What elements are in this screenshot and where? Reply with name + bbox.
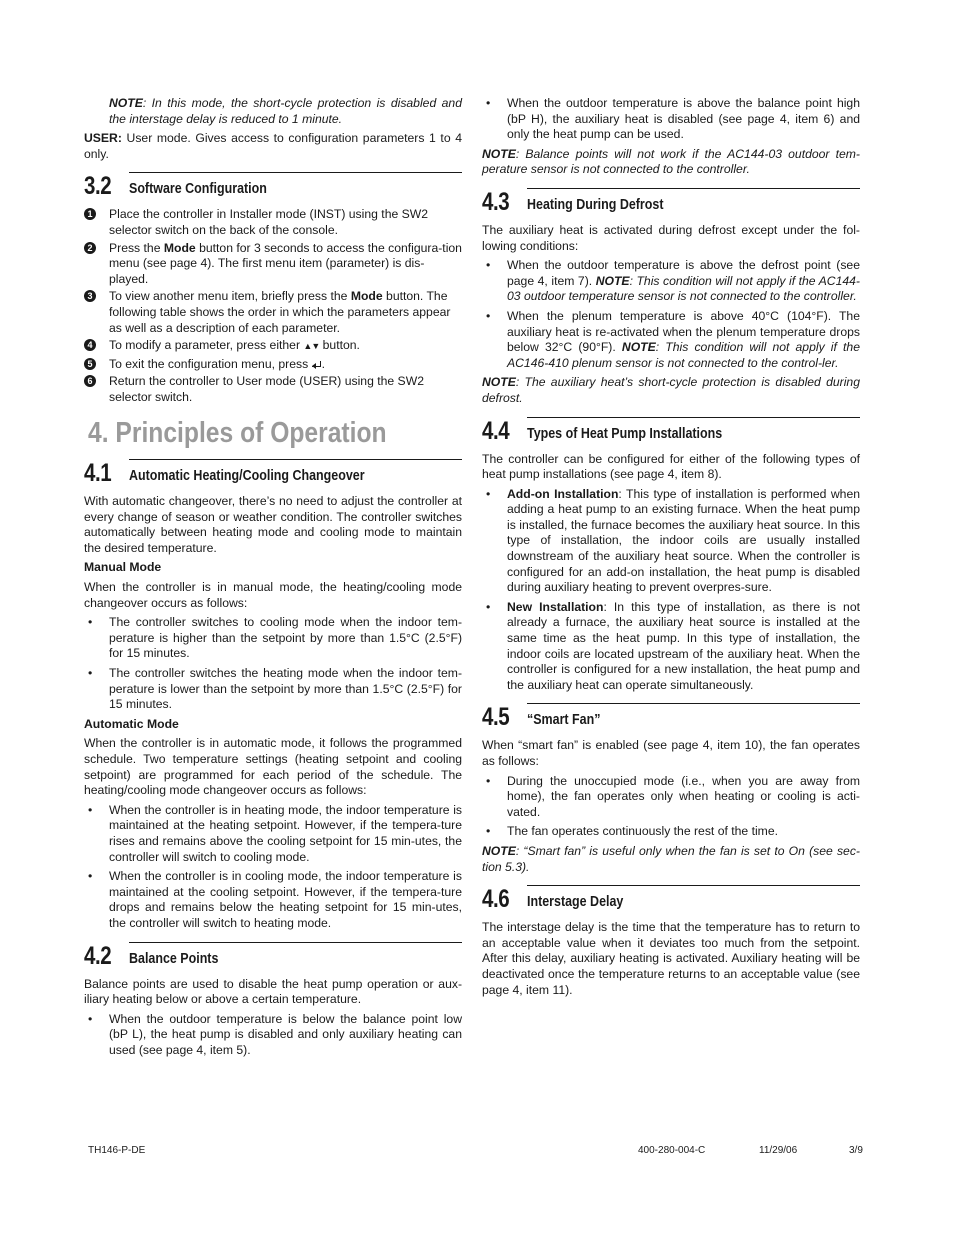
section-4-5-heading: 4.5 “Smart Fan”: [527, 703, 860, 728]
subheading-automatic: Automatic Mode: [84, 716, 179, 731]
list-item: • When the controller is in cooling mode, the indoor temperature is maintained at the cooling setpoint. However, if the tempera-ture drops and remains below the heating setpoint for 15 min-utes, the controller will switch to heating mode.: [84, 869, 462, 931]
list-item: • When the outdoor temperature is above the defrost point (see page 4, item 7). NOTE: This condition will not apply if the AC144-03 outdoor temperature sensor is not connected to the controller.: [482, 258, 860, 305]
auto-list: [84, 803, 462, 932]
paragraph: When the controller is in manual mode, the heating/cooling mode changeover occurs as follows:: [84, 580, 462, 610]
note-smart-fan: NOTE: “Smart fan” is useful only when the fan is set to On (see sec-tion 5.3).: [482, 843, 860, 874]
balance-list-continued: [482, 96, 860, 143]
config-steps: [84, 207, 462, 405]
section-3-2-heading: 3.2 Software Configuration: [129, 172, 462, 197]
note-balance: NOTE: Balance points will not work if the AC144-03 outdoor tem-perature sensor is not connected to the controller.: [482, 146, 860, 177]
step-1: 1 Place the controller in Installer mode (INST) using the SW2 selector switch on the back of the console.: [84, 207, 462, 238]
enter-icon: [312, 361, 322, 369]
manual-list: [84, 615, 462, 713]
smart-fan-list: [482, 774, 860, 840]
note-shortcycle: NOTE: In this mode, the short-cycle protection is disabled and the interstage delay is reduced to 1 minute.: [109, 96, 462, 126]
subheading-manual: Manual Mode: [84, 560, 162, 575]
defrost-list: [482, 258, 860, 371]
footer-doc-number: 400-280-004-C: [638, 1145, 706, 1156]
step-6: 6 Return the controller to User mode (USER) using the SW2 selector switch.: [84, 374, 462, 405]
footer-model: TH146-P-DE: [88, 1145, 146, 1156]
step-number-icon: 6: [84, 375, 96, 387]
list-item: • The fan operates continuously the rest of the time.: [482, 824, 860, 840]
list-item: • When the plenum temperature is above 40°C (104°F). The auxiliary heat is re-activated when the plenum temperature drops below 32°C (90°F). NOTE: This condition will not apply if the AC146-410 plenum sensor is not connected to the control-ler.: [482, 309, 860, 371]
paragraph: The interstage delay is the time that the temperature has to return to an acceptable value when it deviates too much from the setpoint. After this delay, auxiliary heating is activated. Auxiliary heating will be deactivated once the temperature returns to an acceptable value (see page 4, item 11).: [482, 920, 860, 997]
step-number-icon: 3: [84, 290, 96, 302]
step-number-icon: 4: [84, 339, 96, 351]
list-item: • When the controller is in heating mode, the indoor temperature is maintained at the heating setpoint. However, if the tempera-ture rises and remains above the cooling setpoint for 15 min-utes, the controller will switch to cooling mode.: [84, 803, 462, 865]
step-2: 2 Press the Mode button for 3 seconds to access the configura-tion menu (see page 4). The first menu item (parameter) is dis-played.: [84, 241, 462, 288]
list-item: • Add-on Installation: This type of installation is performed when adding a heat pump to an existing furnace. When the heat pump is installed, the furnace becomes the auxiliary heat source. In this type of installation, the indoor coils are usually installed downstream of the auxiliary heat source. When the controller is configured for an add-on installation, the heat pump is disabled during auxiliary heating to prevent overpres-sure.: [482, 487, 860, 596]
paragraph: The auxiliary heat is activated during defrost except under the fol-lowing conditions:: [482, 222, 860, 253]
note-defrost: NOTE: The auxiliary heat’s short-cycle protection is disabled during defrost.: [482, 375, 860, 405]
installation-list: [482, 487, 860, 694]
left-column: [84, 96, 462, 1063]
paragraph: The controller can be configured for either of the following types of heat pump installations (see page 4, item 8).: [482, 451, 860, 482]
section-4-1-heading: 4.1 Automatic Heating/Cooling Changeover: [129, 459, 462, 484]
list-item: • The controller switches the heating mode when the indoor tem-perature is lower than the setpoint by more than 1.5°C (2.5°F) for 15 minutes.: [84, 666, 462, 713]
list-item: • New Installation: In this type of installation, as there is not already a furnace, the auxiliary heat source is installed at the same time as the heat pump. In this type of installation, the indoor coils are located upstream of the auxiliary heat. When the controller is configured for a new installation, the heat pump and the auxiliary heat can operate simultaneously.: [482, 600, 860, 694]
balance-list: [84, 1012, 462, 1059]
list-item: • The controller switches to cooling mode when the indoor tem-perature is higher than the setpoint by more than 1.5°C (2.5°F) for 15 minutes.: [84, 615, 462, 662]
paragraph: With automatic changeover, there’s no need to adjust the controller at every change of season or weather condition. The controller switches automatically between heating mode and cooling mode to maintain the desired temperature.: [84, 494, 462, 555]
section-4-6-heading: 4.6 Interstage Delay: [527, 885, 860, 910]
paragraph: When the controller is in automatic mode, it follows the programmed schedule. Two temperature settings (heating setpoint and cooling setpoint) are programmed for each period of the schedule. The heating/cooling mode changeover occurs as follows:: [84, 736, 462, 798]
up-down-arrows-icon: ▲▼: [303, 341, 320, 352]
list-item: • When the outdoor temperature is above the balance point high (bP H), the auxiliary heat is disabled (see page 4, item 6) and only the heat pump can be used.: [482, 96, 860, 143]
step-number-icon: 5: [84, 358, 96, 370]
chapter-heading: 4. Principles of Operation: [88, 416, 387, 449]
paragraph: Balance points are used to disable the heat pump operation or aux-iliary heating below or above a certain temperature.: [84, 976, 462, 1007]
step-3: 3 To view another menu item, briefly press the Mode button. The following table shows the order in which the parameters appear as well as a description of each parameter.: [84, 289, 462, 336]
paragraph: When “smart fan” is enabled (see page 4, item 10), the fan operates as follows:: [482, 738, 860, 768]
footer-date: 11/29/06: [759, 1145, 798, 1156]
section-4-2-heading: 4.2 Balance Points: [129, 942, 462, 967]
step-4: 4 To modify a parameter, press either ▲▼ button.: [84, 338, 462, 355]
footer-page-number: 3/9: [849, 1145, 863, 1156]
step-number-icon: 1: [84, 208, 96, 220]
list-item: • During the unoccupied mode (i.e., when you are away from home), the fan operates only when heating or cooling is acti-vated.: [482, 774, 860, 821]
step-5: 5 To exit the configuration menu, press .: [84, 357, 462, 373]
step-number-icon: 2: [84, 242, 96, 254]
section-4-3-heading: 4.3 Heating During Defrost: [527, 188, 860, 213]
right-column: [482, 96, 860, 1002]
section-4-4-heading: 4.4 Types of Heat Pump Installations: [527, 417, 860, 442]
list-item: • When the outdoor temperature is below the balance point low (bP L), the heat pump is disabled and only auxiliary heating can used (see page 4, item 5).: [84, 1012, 462, 1059]
user-mode-text: USER: User mode. Gives access to configuration parameters 1 to 4 only.: [84, 131, 462, 161]
